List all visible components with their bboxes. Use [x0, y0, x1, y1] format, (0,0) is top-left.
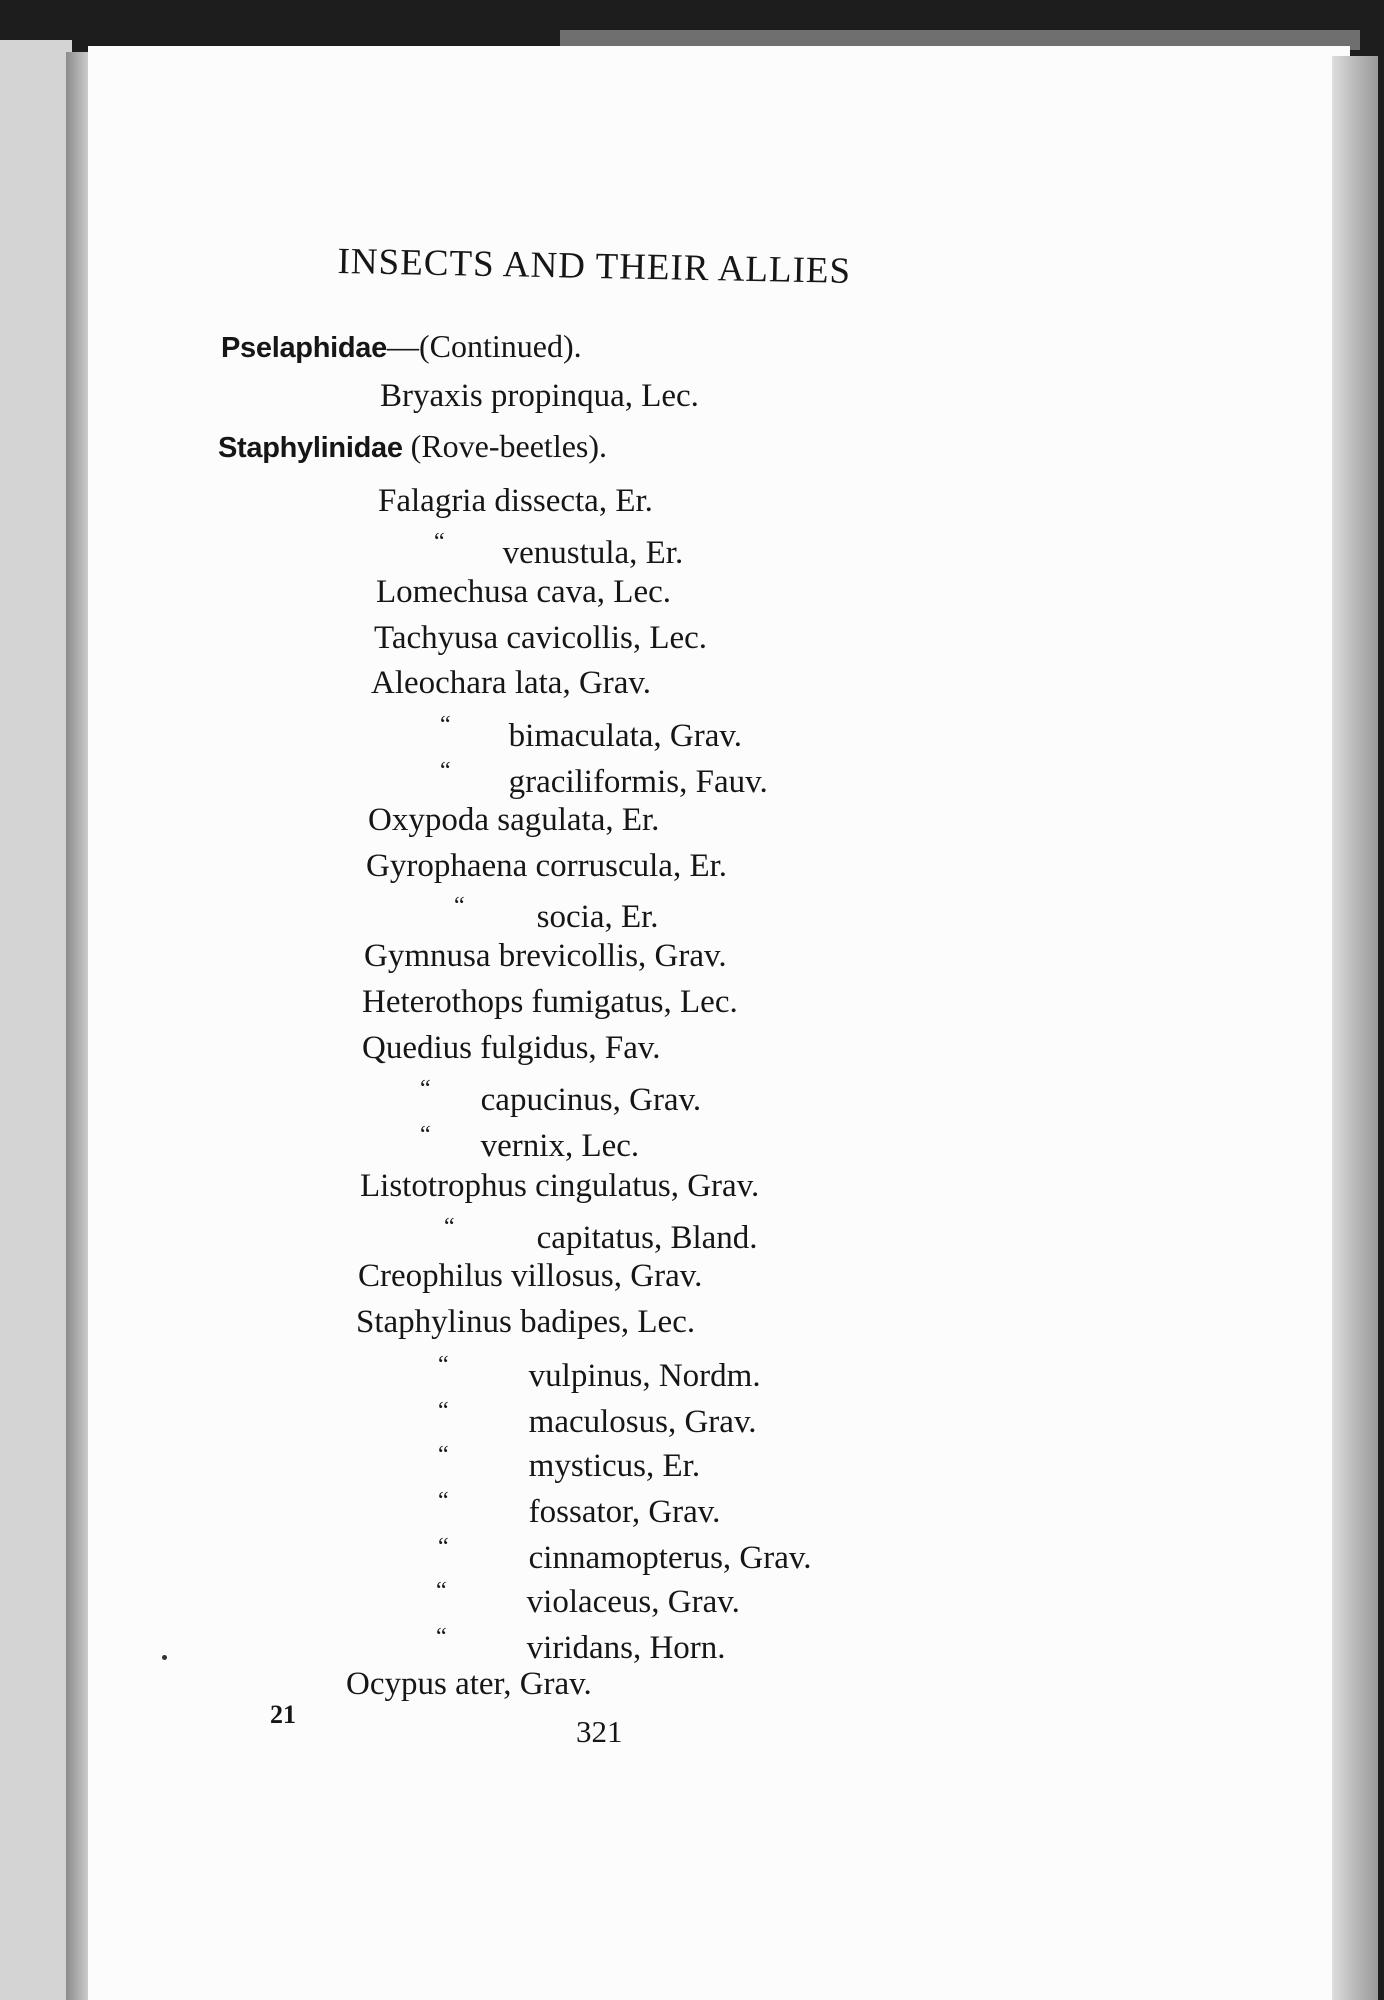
page-stack-edge [1332, 56, 1378, 2000]
ditto-mark: “ [438, 1488, 449, 1514]
species-entry [438, 1534, 812, 1577]
species-name: socia, Er. [536, 899, 659, 935]
ditto-mark: “ [440, 712, 451, 738]
ditto-mark: “ [434, 529, 445, 555]
species-name: Tachyusa cavicollis, Lec. [374, 620, 708, 656]
species-name: maculosus, Grav. [528, 1404, 757, 1440]
species-name: Heterothops fumigatus, Lec. [362, 984, 738, 1020]
species-name: Listotrophus cingulatus, Grav. [360, 1168, 760, 1204]
ditto-mark: “ [438, 1442, 449, 1468]
species-name: Aleochara lata, Grav. [371, 665, 652, 701]
species-name: cinnamopterus, Grav. [528, 1540, 812, 1576]
species-entry [356, 1304, 695, 1341]
species-name: Gyrophaena corruscula, Er. [366, 848, 728, 884]
species-name: capucinus, Grav. [480, 1082, 702, 1118]
species-name: Lomechusa cava, Lec. [376, 574, 672, 610]
ditto-mark: “ [436, 1624, 447, 1650]
family-note: —(Continued). [386, 328, 582, 364]
species-entry [368, 802, 659, 839]
species-name: vernix, Lec. [480, 1128, 640, 1164]
running-head: INSECTS AND THEIR ALLIES [337, 240, 852, 292]
species-name: fossator, Grav. [528, 1494, 721, 1530]
species-entry [420, 1122, 639, 1165]
species-entry [440, 712, 742, 755]
species-name: Ocypus ater, Grav. [346, 1666, 592, 1702]
species-entry [436, 1578, 740, 1621]
species-entry [364, 938, 727, 975]
species-name: mysticus, Er. [528, 1448, 701, 1484]
ditto-mark: “ [420, 1076, 431, 1102]
species-entry [360, 1168, 759, 1205]
facing-page-edge [0, 40, 72, 2000]
species-entry [454, 893, 659, 936]
species-name: venustula, Er. [502, 535, 684, 571]
family-heading-staphylinidae [218, 428, 607, 465]
ink-speck [162, 1655, 167, 1660]
ditto-mark: “ [420, 1122, 431, 1148]
species-name: graciliformis, Fauv. [508, 764, 768, 800]
species-entry [420, 1076, 701, 1119]
ditto-mark: “ [444, 1214, 455, 1240]
species-entry [346, 1666, 592, 1703]
ditto-mark: “ [438, 1534, 449, 1560]
ditto-mark: “ [454, 893, 465, 919]
species-entry [366, 848, 727, 885]
species-entry [362, 984, 738, 1021]
species-entry [438, 1398, 757, 1441]
species-name: Quedius fulgidus, Fav. [362, 1030, 661, 1066]
species-name: capitatus, Bland. [536, 1220, 758, 1256]
species-entry [380, 378, 699, 415]
species-entry [438, 1488, 720, 1531]
species-entry [378, 483, 653, 520]
species-name: Falagria dissecta, Er. [378, 483, 653, 519]
species-name: Gymnusa brevicollis, Grav. [364, 938, 727, 974]
species-name: Oxypoda sagulata, Er. [368, 802, 660, 838]
species-entry [438, 1442, 700, 1485]
species-name: violaceus, Grav. [526, 1584, 740, 1620]
species-entry [362, 1030, 661, 1067]
species-entry [440, 758, 768, 801]
species-entry [438, 1352, 761, 1395]
signature-mark: 21 [270, 1700, 296, 1729]
species-entry [376, 574, 671, 611]
species-name: vulpinus, Nordm. [528, 1358, 761, 1394]
ditto-mark: “ [436, 1578, 447, 1604]
family-heading-pselaphidae [221, 328, 582, 365]
ditto-mark: “ [440, 758, 451, 784]
family-name: Pselaphidae [221, 332, 387, 364]
species-name: Staphylinus badipes, Lec. [356, 1304, 696, 1340]
ditto-mark: “ [438, 1352, 449, 1378]
species-entry [374, 620, 707, 657]
species-name: Creophilus villosus, Grav. [358, 1258, 703, 1294]
page-number: 321 [576, 1714, 623, 1749]
species-entry [358, 1258, 702, 1295]
species-name: viridans, Horn. [526, 1630, 726, 1666]
species-entry [436, 1624, 726, 1667]
species-entry [444, 1214, 758, 1257]
species-name: Bryaxis propinqua, Lec. [380, 378, 699, 414]
family-note: (Rove-beetles). [402, 428, 608, 464]
species-entry [434, 529, 683, 572]
species-name: bimaculata, Grav. [508, 718, 742, 754]
family-name: Staphylinidae [218, 432, 403, 464]
species-entry [371, 665, 651, 702]
ditto-mark: “ [438, 1398, 449, 1424]
